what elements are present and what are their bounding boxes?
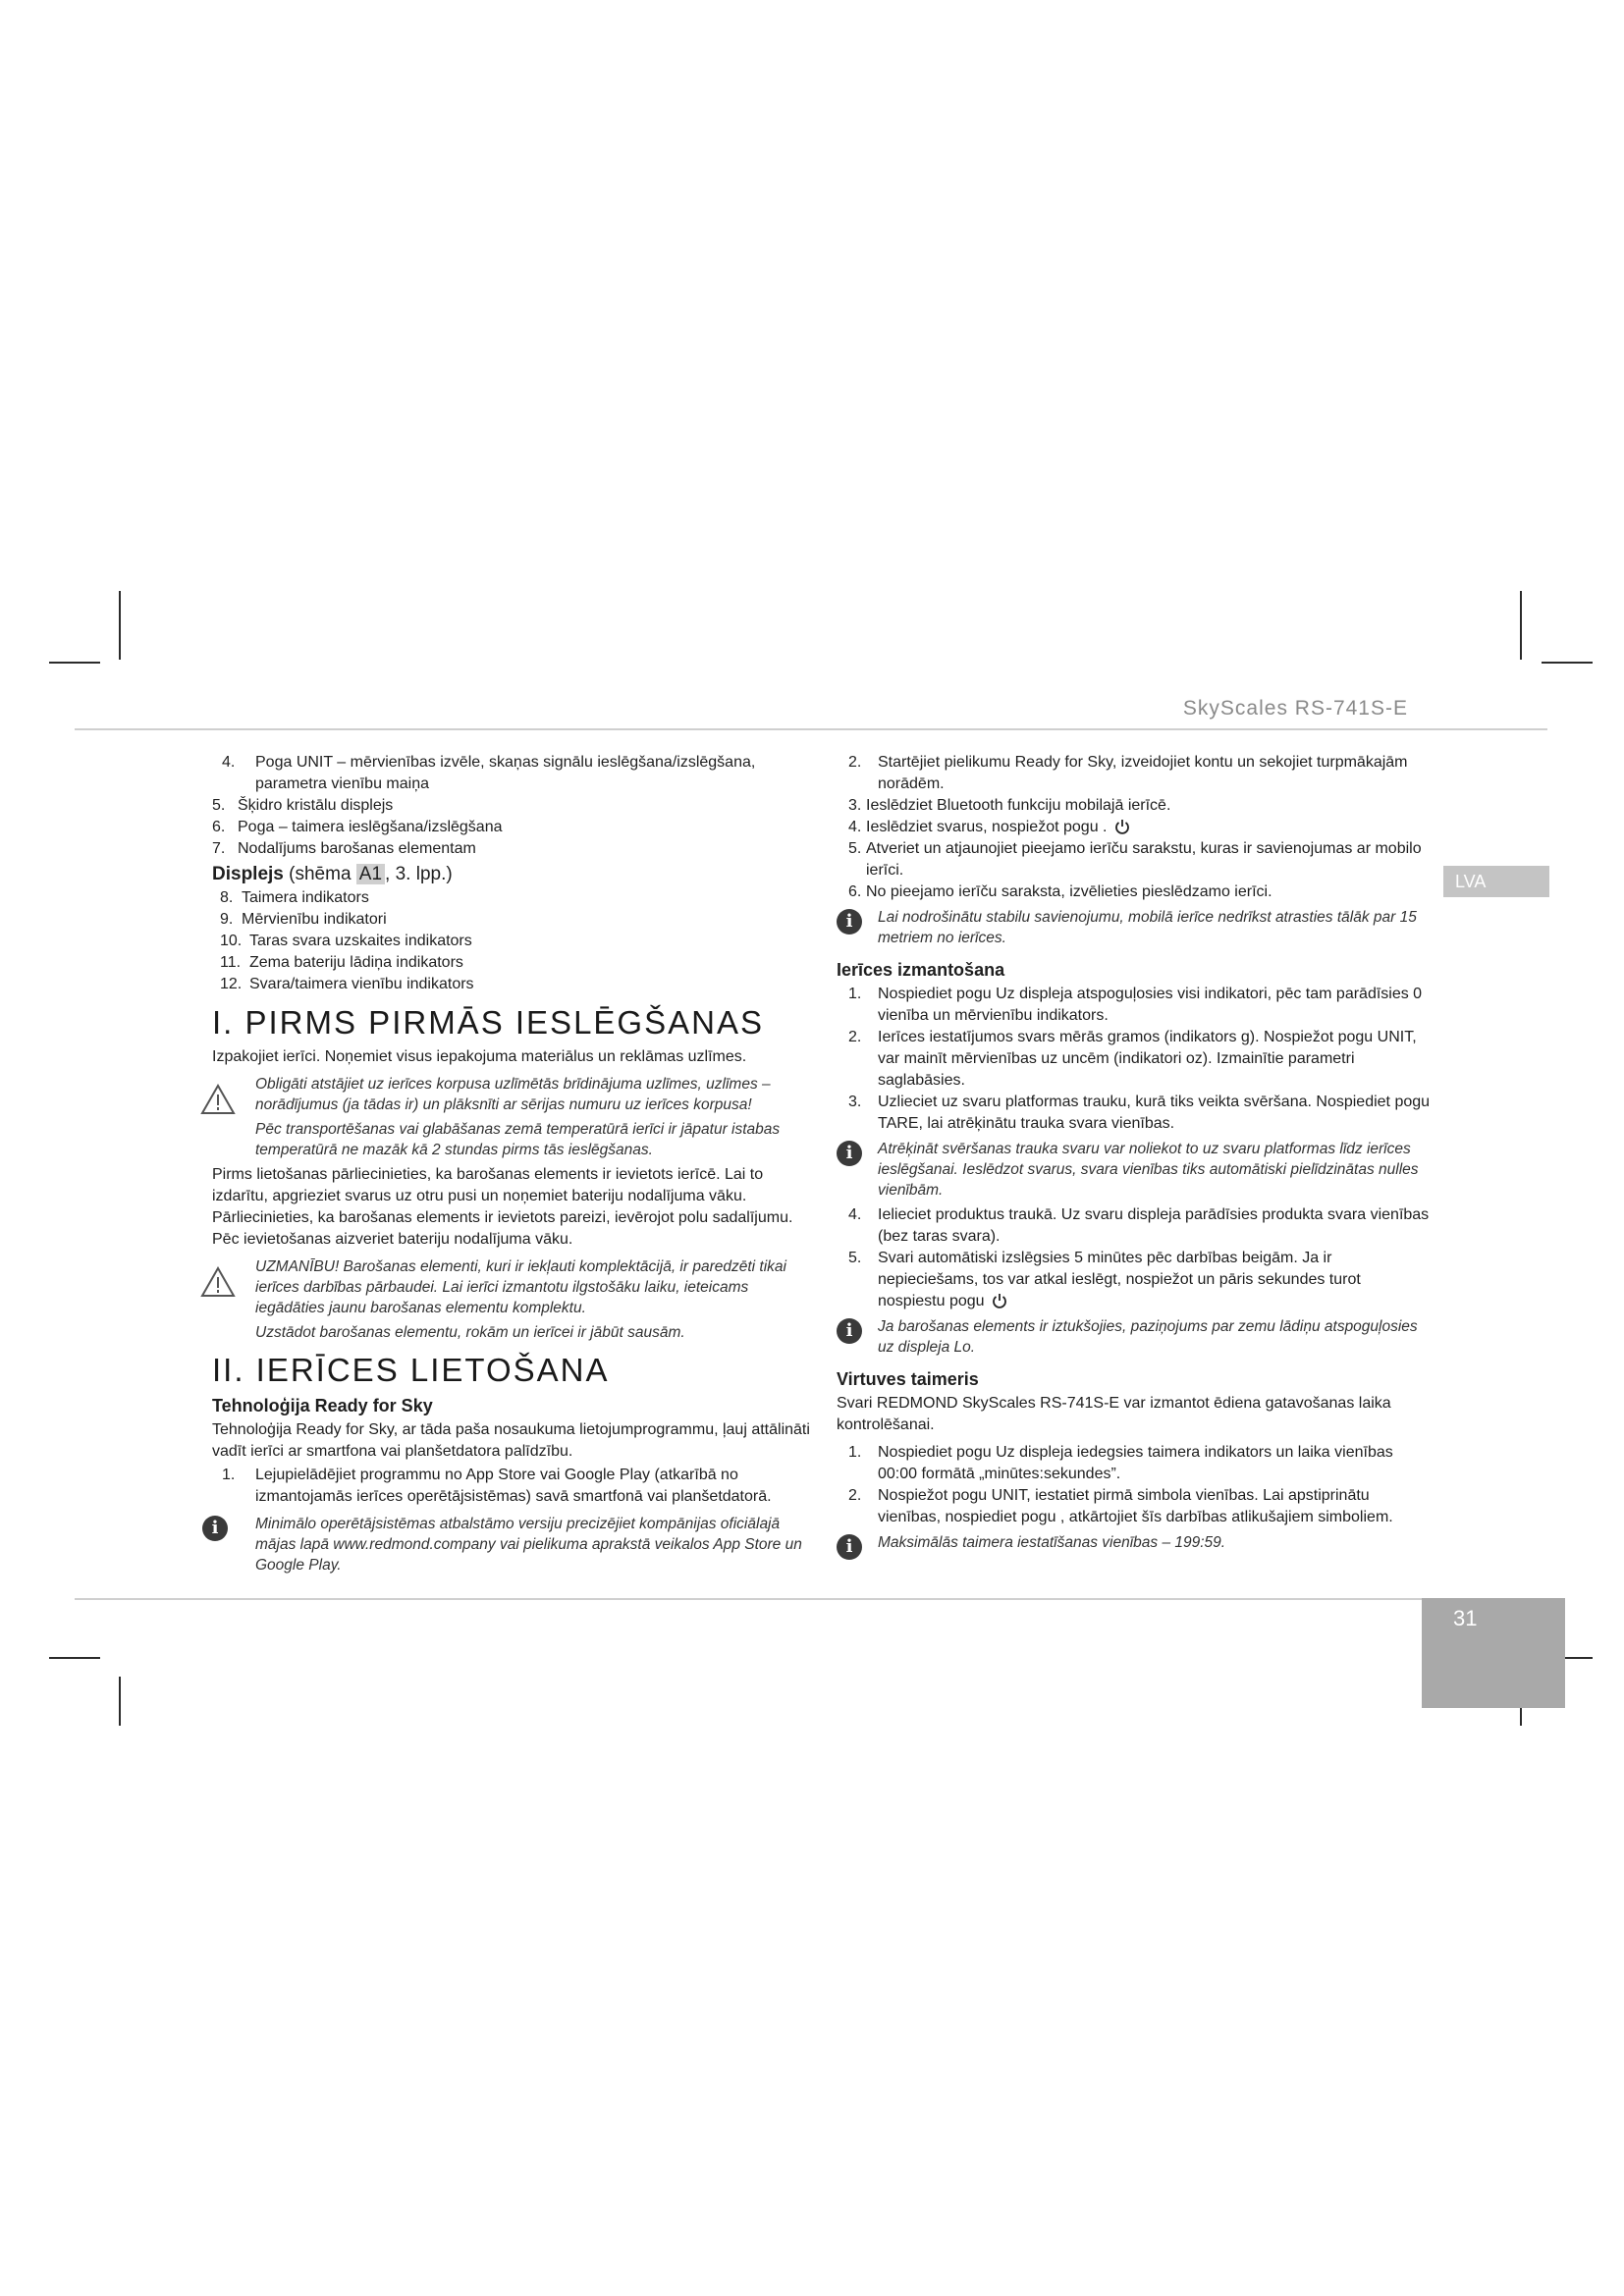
section-title: I. PIRMS PIRMĀS IESLĒGŠANAS bbox=[212, 1004, 764, 1041]
warning-text: Pēc transportēšanas vai glabāšanas zemā temperatūrā ierīci ir jāpatur istabas temperatūrā ne mazāk kā 2 stundas pirms tās ieslēgšanas. bbox=[255, 1121, 781, 1158]
list-item bbox=[837, 1248, 1432, 1312]
right-column bbox=[837, 746, 1432, 1557]
paragraph: Tehnoloģija Ready for Sky, ar tāda paša nosaukuma lietojumprogrammu, ļauj attālināti vadīt ierīci ar smartfona vai planšetdatora palīdzību. bbox=[212, 1421, 810, 1460]
displejs-title: Displejs bbox=[212, 864, 284, 884]
list-item-number: 4. bbox=[848, 819, 862, 835]
header-product-name: SkyScales RS-741S-E bbox=[1182, 697, 1408, 720]
warning-text: Uzstādot barošanas elementu, rokām un ierīcei ir jābūt sausām. bbox=[255, 1324, 685, 1341]
displejs-heading bbox=[212, 862, 821, 887]
info-icon: i bbox=[837, 1534, 862, 1560]
list-item bbox=[837, 1442, 1432, 1485]
list-item-text: Atveriet un atjaunojiet pieejamo ierīču sarakstu, kuras ir savienojumas ar mobilo ierīci. bbox=[866, 840, 1422, 879]
page-number: 31 bbox=[1453, 1606, 1478, 1630]
list-item-text: Ielieciet produktus traukā. Uz svaru displeja parādīsies produkta svara vienības (bez taras svara). bbox=[878, 1206, 1430, 1245]
info-icon: i bbox=[837, 1141, 862, 1166]
list-item-text: No pieejamo ierīču saraksta, izvēlieties pieslēdzamo ierīci. bbox=[866, 883, 1272, 900]
list-item-number: 6. bbox=[848, 883, 862, 900]
crop-mark bbox=[49, 1657, 100, 1659]
list-item-text: Startējiet pielikumu Ready for Sky, izveidojiet kontu un sekojiet turpmākajām norādēm. bbox=[878, 754, 1408, 792]
list-item-text: Šķidro kristālu displejs bbox=[238, 797, 394, 814]
list-item-number: 9. bbox=[220, 911, 234, 928]
list-item-number: 10. bbox=[220, 933, 243, 949]
list-item bbox=[212, 931, 821, 952]
list-item bbox=[837, 752, 1432, 795]
list-item-number: 7. bbox=[212, 840, 226, 857]
list-item-text: Zema bateriju lādiņa indikators bbox=[249, 954, 463, 971]
list-item-text: Svara/taimera vienību indikators bbox=[249, 976, 474, 992]
crop-mark bbox=[1520, 591, 1522, 660]
list-item-number: 4. bbox=[848, 1206, 862, 1223]
info-text: Atrēķināt svēršanas trauka svaru var noliekot to uz svaru platformas līdz ierīces ieslēgšanai. Ieslēdzot svarus, svara vienības tiks automātiski pielīdzinātas nulles vienībām. bbox=[878, 1141, 1419, 1199]
info-note bbox=[837, 1532, 1432, 1557]
subsection-title: Virtuves taimeris bbox=[837, 1369, 979, 1389]
list-item-text: Nodalījums barošanas elementam bbox=[238, 840, 476, 857]
info-icon: i bbox=[202, 1516, 228, 1541]
list-item bbox=[837, 795, 1432, 817]
list-item-text: Ieslēdziet Bluetooth funkciju mobilajā ierīcē. bbox=[866, 797, 1171, 814]
info-text: Maksimālās taimera iestatīšanas vienības – 199:59. bbox=[878, 1534, 1226, 1551]
list-item-number: 1. bbox=[848, 986, 862, 1002]
page-number-box bbox=[1422, 1598, 1565, 1708]
list-item-number: 5. bbox=[212, 797, 226, 814]
list-item-number: 5. bbox=[848, 840, 862, 857]
list-item bbox=[837, 838, 1432, 881]
power-icon bbox=[992, 1293, 1007, 1308]
diagram-reference-tag: A1 bbox=[356, 864, 385, 884]
subsection-title: Ierīces izmantošana bbox=[837, 960, 1005, 980]
subsection-title: Tehnoloģija Ready for Sky bbox=[212, 1396, 433, 1415]
displejs-ref-prefix: (shēma bbox=[289, 864, 352, 884]
list-item-number: 4. bbox=[222, 754, 236, 771]
list-item bbox=[837, 1027, 1432, 1092]
list-item-text: Svari automātiski izslēgsies 5 minūtes pēc darbības beigām. Ja ir nepieciešams, tos var atkal ieslēgt, nospiežot un pāris sekundes turot nospiestu pogu bbox=[878, 1250, 1361, 1309]
paragraph: Izpakojiet ierīci. Noņemiet visus iepakojuma materiālus un reklāmas uzlīmes. bbox=[212, 1048, 747, 1065]
warning-text: Obligāti atstājiet uz ierīces korpusa uzlīmētās brīdinājuma uzlīmes, uzlīmes – norādījumus (ja tādas ir) un plāksnīti ar sērijas numuru uz ierīces korpusa! bbox=[255, 1076, 771, 1113]
info-icon: i bbox=[837, 909, 862, 934]
header-rule bbox=[75, 728, 1547, 730]
info-text: Minimālo operētājsistēmas atbalstāmo versiju precizējiet kompānijas oficiālajā mājas lapā www.redmond.company vai pielikuma aprakstā veikalos App Store un Google Play. bbox=[255, 1516, 802, 1574]
list-item-text: Uzlieciet uz svaru platformas trauku, kurā tiks veikta svēršana. Nospiediet pogu TARE, lai atrēķinātu trauka svara vienības. bbox=[878, 1094, 1431, 1132]
list-item-number: 2. bbox=[848, 1029, 862, 1045]
list-item-text: Nospiediet pogu Uz displeja atspoguļosies visi indikatori, pēc tam parādīsies 0 vienība un mērvienību indikators. bbox=[878, 986, 1423, 1024]
list-item-number: 11. bbox=[220, 954, 242, 971]
crop-mark bbox=[49, 662, 100, 664]
list-item-text: Taimera indikators bbox=[242, 889, 369, 906]
list-item-text: Mērvienību indikatori bbox=[242, 911, 387, 928]
power-icon bbox=[1114, 819, 1130, 834]
crop-mark bbox=[1542, 662, 1593, 664]
section-title: II. IERĪCES LIETOŠANA bbox=[212, 1352, 610, 1388]
crop-mark bbox=[119, 1677, 121, 1726]
list-item bbox=[212, 817, 821, 838]
warning-note bbox=[212, 1074, 821, 1160]
warning-note bbox=[212, 1256, 821, 1343]
list-item-number: 6. bbox=[212, 819, 226, 835]
list-item-text: Ierīces iestatījumos svars mērās gramos (indikators g). Nospiežot pogu UNIT, var mainīt mērvienības uz uncēm (indikatori oz). Izmainītie parametri saglabāsies. bbox=[878, 1029, 1417, 1089]
list-item-number: 2. bbox=[848, 754, 862, 771]
language-tab bbox=[1443, 866, 1549, 897]
list-item-number: 1. bbox=[848, 1444, 862, 1461]
list-item bbox=[212, 1465, 821, 1508]
list-item bbox=[837, 817, 1432, 838]
info-note bbox=[212, 1514, 821, 1575]
list-item-text: Nospiežot pogu UNIT, iestatiet pirmā simbola vienības. Lai apstiprinātu vienības, nospiediet pogu , atkārtojiet šīs darbības atlikušajiem simboliem. bbox=[878, 1487, 1393, 1525]
language-tab-label: LVA bbox=[1455, 872, 1487, 891]
warning-text: UZMANĪBU! Barošanas elementi, kuri ir iekļauti komplektācijā, ir paredzēti tikai ierīces darbības pārbaudei. Lai ierīci izmantotu ilgstošāku laiku, ieteicams iegādāties jaunu barošanas elementu komplektu. bbox=[255, 1258, 786, 1316]
list-item bbox=[212, 838, 821, 860]
list-item-text: Poga UNIT – mērvienības izvēle, skaņas signālu ieslēgšana/izslēgšana, parametra vienību maiņa bbox=[255, 754, 756, 792]
list-item bbox=[212, 952, 821, 974]
info-text: Ja barošanas elements ir iztukšojies, paziņojums par zemu lādiņu atspoguļosies uz displeja Lo. bbox=[878, 1318, 1418, 1356]
list-item bbox=[837, 984, 1432, 1027]
list-item-number: 3. bbox=[848, 797, 862, 814]
list-item bbox=[212, 887, 821, 909]
list-item bbox=[837, 1204, 1432, 1248]
footer-rule bbox=[75, 1598, 1547, 1600]
displejs-ref-suffix: , 3. lpp.) bbox=[385, 864, 453, 884]
warning-triangle-icon bbox=[200, 1266, 236, 1298]
list-item-number: 8. bbox=[220, 889, 234, 906]
list-item bbox=[212, 909, 821, 931]
list-item bbox=[837, 1092, 1432, 1135]
list-item-number: 3. bbox=[848, 1094, 862, 1110]
list-item-text: Lejupielādējiet programmu no App Store vai Google Play (atkarībā no izmantojamās ierīces operētājsistēmas) savā smartfonā vai planšetdatorā. bbox=[255, 1467, 772, 1505]
list-item bbox=[212, 795, 821, 817]
info-note bbox=[837, 907, 1432, 948]
list-item-text: Taras svara uzskaites indikators bbox=[249, 933, 472, 949]
warning-triangle-icon bbox=[200, 1084, 236, 1115]
info-text: Lai nodrošinātu stabilu savienojumu, mobilā ierīce nedrīkst atrasties tālāk par 15 metriem no ierīces. bbox=[878, 909, 1417, 946]
list-item bbox=[212, 974, 821, 995]
list-item-number: 1. bbox=[222, 1467, 236, 1483]
paragraph: Pirms lietošanas pārliecinieties, ka barošanas elements ir ievietots ierīcē. Lai to izdarītu, apgrieziet svarus uz otru pusi un noņemiet bateriju nodalījuma vāku. Pārliecinieties, ka barošanas elements ir ievietots pareizi, ievērojot polu sadalījumu. Pēc ievietošanas aizveriet bateriju nodalījuma vāku. bbox=[212, 1166, 793, 1248]
list-item-text: Ieslēdziet svarus, nospiežot pogu . bbox=[866, 819, 1108, 835]
list-item bbox=[837, 881, 1432, 903]
info-note bbox=[837, 1316, 1432, 1358]
list-item bbox=[837, 1485, 1432, 1528]
list-item-number: 2. bbox=[848, 1487, 862, 1504]
info-note bbox=[837, 1139, 1432, 1201]
paragraph: Svari REDMOND SkyScales RS-741S-E var izmantot ēdiena gatavošanas laika kontrolēšanai. bbox=[837, 1395, 1391, 1433]
left-column bbox=[212, 746, 821, 1579]
list-item-number: 12. bbox=[220, 976, 243, 992]
list-item-text: Nospiediet pogu Uz displeja iedegsies taimera indikators un laika vienības 00:00 formātā „minūtes:sekundes”. bbox=[878, 1444, 1393, 1482]
list-item-text: Poga – taimera ieslēgšana/izslēgšana bbox=[238, 819, 503, 835]
info-icon: i bbox=[837, 1318, 862, 1344]
list-item bbox=[212, 752, 821, 795]
list-item-number: 5. bbox=[848, 1250, 862, 1266]
crop-mark bbox=[119, 591, 121, 660]
